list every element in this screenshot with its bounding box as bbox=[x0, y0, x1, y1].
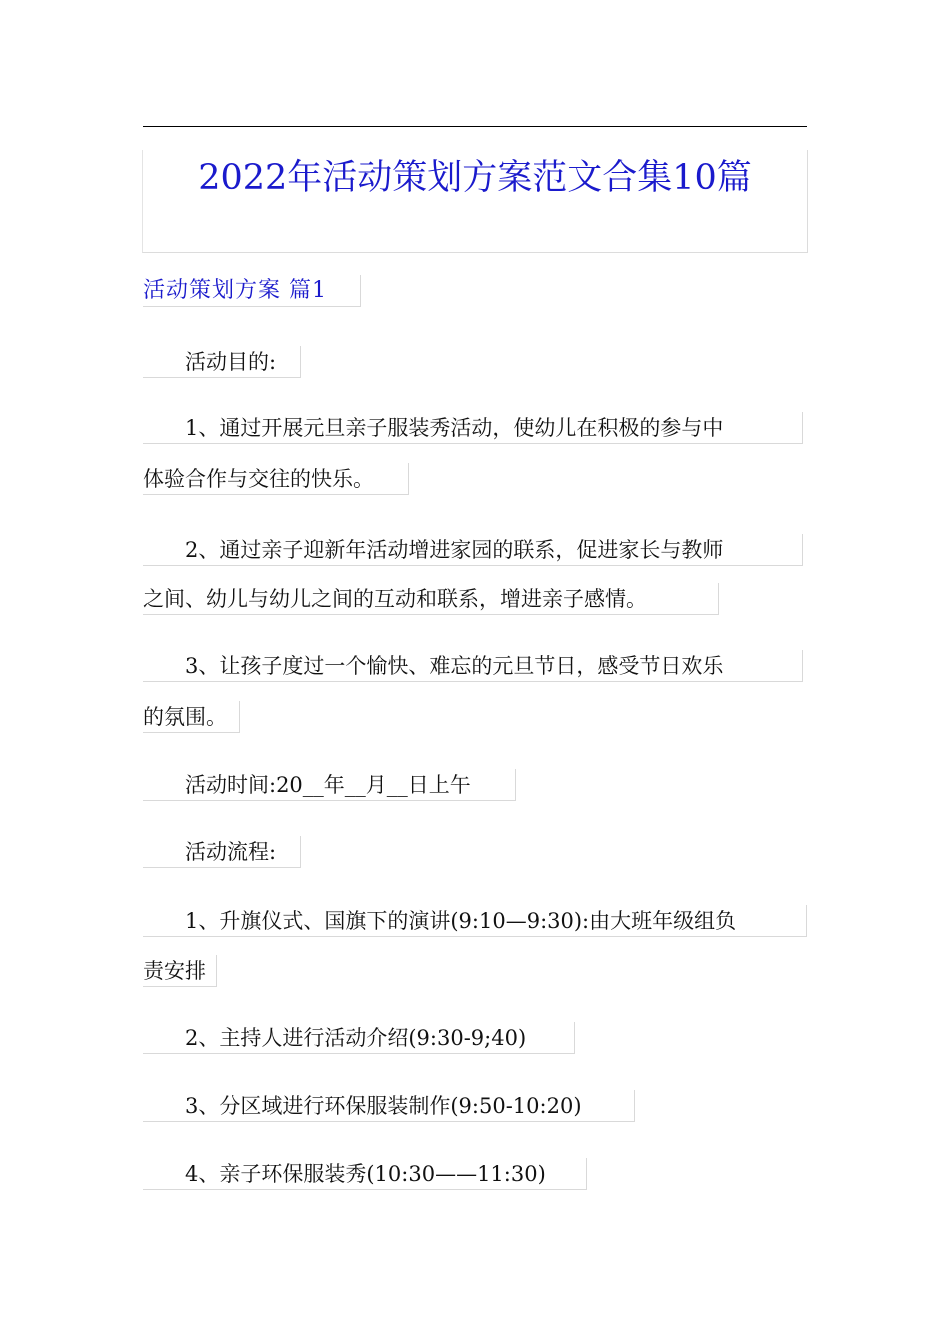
paragraph-line: 1、升旗仪式、国旗下的演讲(9:10—9:30):由大班年级组负 bbox=[143, 905, 807, 937]
paragraph-line: 3、分区域进行环保服装制作(9:50-10:20) bbox=[143, 1090, 635, 1122]
paragraph-line: 1、通过开展元旦亲子服装秀活动，使幼儿在积极的参与中 bbox=[143, 412, 803, 444]
paragraph-line: 体验合作与交往的快乐。 bbox=[143, 463, 409, 495]
paragraph-line: 活动目的: bbox=[143, 346, 301, 378]
paragraph-line: 活动流程: bbox=[143, 836, 301, 868]
paragraph-line: 之间、幼儿与幼儿之间的互动和联系，增进亲子感情。 bbox=[143, 583, 719, 615]
paragraph-line: 3、让孩子度过一个愉快、难忘的元旦节日，感受节日欢乐 bbox=[143, 650, 803, 682]
paragraph-line: 活动时间:20__年__月__日上午 bbox=[143, 769, 516, 801]
top-rule bbox=[143, 126, 807, 127]
paragraph-line: 4、亲子环保服装秀(10:30——11:30) bbox=[143, 1158, 587, 1190]
section-heading: 活动策划方案 篇1 bbox=[143, 275, 361, 307]
title-box bbox=[142, 150, 808, 253]
paragraph-line: 2、主持人进行活动介绍(9:30-9;40) bbox=[143, 1022, 575, 1054]
paragraph-line: 责安排 bbox=[143, 955, 217, 987]
paragraph-line: 的氛围。 bbox=[143, 701, 240, 733]
document-title: 2022年活动策划方案范文合集10篇 bbox=[198, 158, 752, 198]
paragraph-line: 2、通过亲子迎新年活动增进家园的联系，促进家长与教师 bbox=[143, 534, 803, 566]
